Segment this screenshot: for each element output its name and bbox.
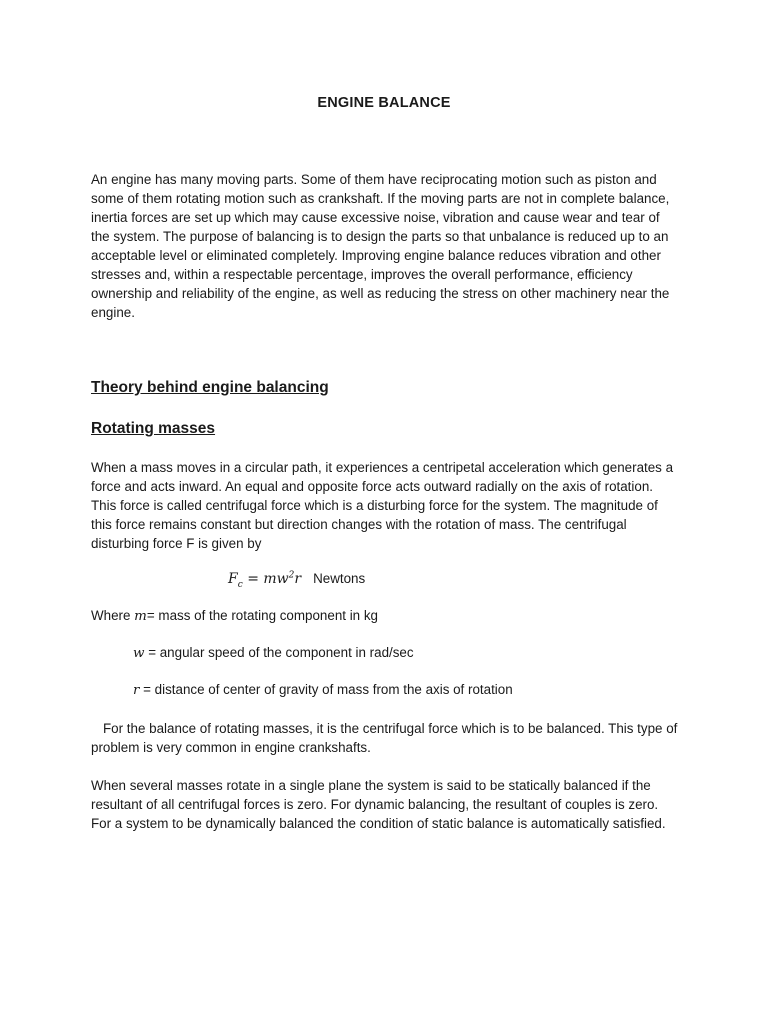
where-angular-text: = angular speed of the component in rad/sec — [144, 645, 414, 660]
where-line-angular-speed — [133, 645, 414, 661]
where-distance-text: = distance of center of gravity of mass from the axis of rotation — [139, 682, 513, 697]
rotating-masses-paragraph: When a mass moves in a circular path, it experiences a centripetal acceleration which generates a force and acts inward. An equal and opposite force acts outward radially on the axis of rotation. This force is called centrifugal force which is a disturbing force for the system. The magnitude of this force remains constant but direction changes with the rotation of mass. The centrifugal disturbing force F is given by — [91, 460, 674, 551]
symbol-m: m — [134, 609, 147, 624]
equation-power: 2 — [288, 570, 295, 581]
static-balance-paragraph: When several masses rotate in a single plane the system is said to be statically balanced if the resultant of all centrifugal forces is zero. For dynamic balancing, the resultant of couples is zero. For a system to be dynamically balanced the condition of static balance is automatically satisfied. — [91, 778, 666, 831]
symbol-r: r — [133, 683, 140, 698]
where-mass-text: = mass of the rotating component in kg — [146, 608, 378, 623]
equation-lhs-subscript: c — [237, 579, 243, 590]
centrifugal-force-equation — [228, 570, 365, 590]
page-title: ENGINE BALANCE — [317, 95, 451, 111]
balance-paragraph: For the balance of rotating masses, it is the centrifugal force which is to be balanced. This type of problem is very common in engine crankshafts. — [91, 721, 678, 755]
equation-unit: Newtons — [313, 571, 366, 586]
where-line-mass — [91, 608, 378, 624]
where-prefix: Where — [91, 608, 135, 623]
subsection-heading: Rotating masses — [91, 420, 216, 437]
equation-formula — [228, 570, 302, 590]
equation-tail: r — [294, 571, 302, 587]
section-heading: Theory behind engine balancing — [91, 379, 329, 396]
equation-middle: = mw — [242, 571, 289, 587]
symbol-w: w — [133, 646, 145, 661]
where-line-distance — [133, 682, 513, 698]
equation-lhs: F — [228, 571, 238, 587]
intro-paragraph: An engine has many moving parts. Some of them have reciprocating motion such as piston and some of them rotating motion such as crankshaft. If the moving parts are not in complete balance, inertia forces are set up which may cause excessive noise, vibration and cause wear and tear of the system. The purpose of balancing is to design the parts so that unbalance is reduced up to an acceptable level or eliminated completely. Improving engine balance reduces vibration and other stresses and, within a respectable percentage, improves the overall performance, efficiency ownership and reliability of the engine, as well as reducing the stress on other machinery near the engine. — [91, 172, 670, 320]
